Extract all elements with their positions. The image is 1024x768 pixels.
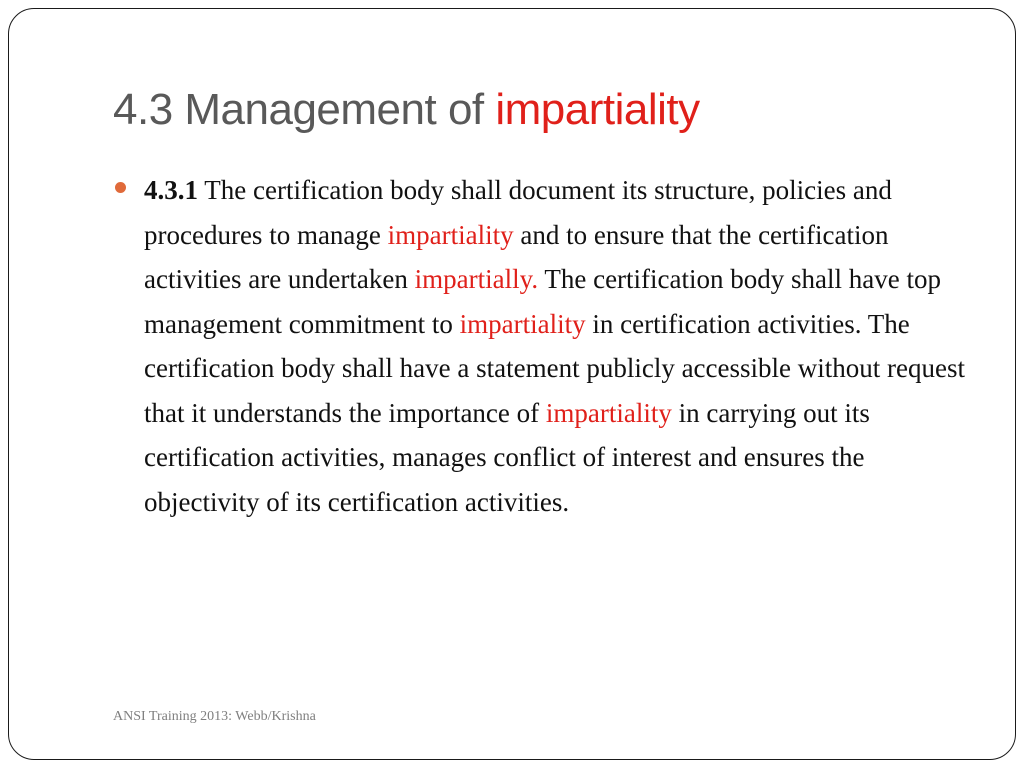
title-prefix: 4.3 xyxy=(113,85,185,134)
slide-footer: ANSI Training 2013: Webb/Krishna xyxy=(113,709,316,724)
body-segment: in carrying out its certification activities, manages conflict of interest and ensures the objectivity of its certification activities. xyxy=(144,397,870,517)
highlight-term: impartially. xyxy=(414,264,539,294)
highlight-term: impartiality xyxy=(545,397,672,428)
clause-number: 4.3.1 xyxy=(144,175,198,205)
title-highlight: impartiality xyxy=(495,85,700,134)
body-segment: The certification body shall have top management commitment to xyxy=(144,264,941,339)
title-main: Management of xyxy=(184,85,496,134)
body-segment: The certification body shall document its structure, policies and procedures to manage xyxy=(144,175,892,250)
highlight-term: impartiality xyxy=(459,308,586,339)
body-segment: and to ensure that the certification activities are undertaken xyxy=(144,219,889,294)
bullet-dot-icon xyxy=(115,182,126,193)
highlight-term: impartiality xyxy=(387,219,514,250)
bullet-paragraph xyxy=(144,168,974,524)
slide-title xyxy=(113,86,700,134)
body-segment: in certification activities. The certification body shall have a statement publicly accessible without request that it understands the importance of xyxy=(144,308,965,428)
